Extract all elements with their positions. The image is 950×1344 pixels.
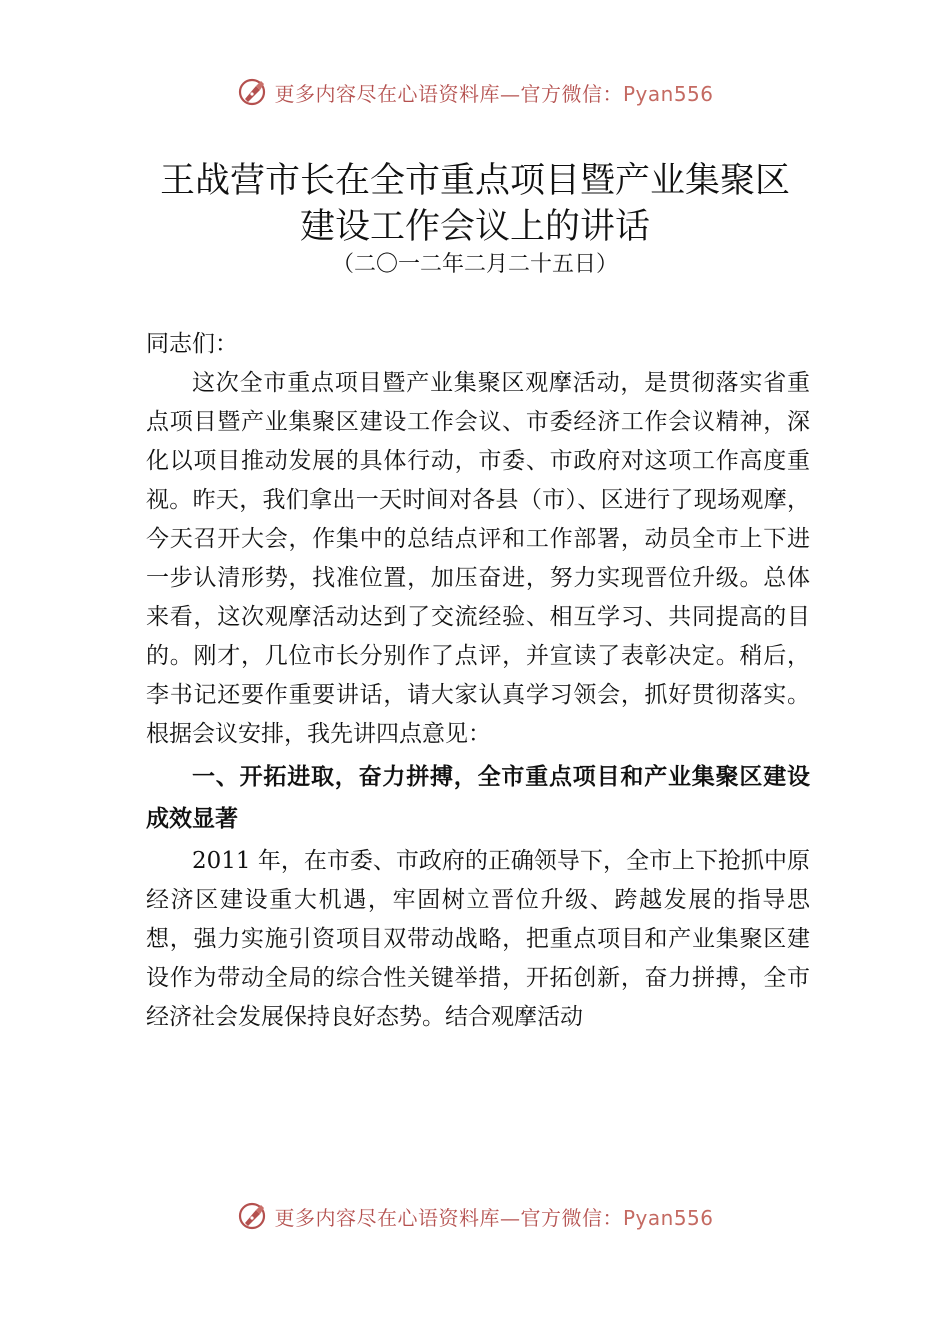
footer-banner-content: [236, 1200, 713, 1232]
paragraph-1: 这次全市重点项目暨产业集聚区观摩活动，是贯彻落实省重点项目暨产业集聚区建设工作会议、市委经济工作会议精神，深化以项目推动发展的具体行动，市委、市政府对这项工作高度重视。昨天，我们拿出一天时间对各县（市）、区进行了现场观摩，今天召开大会，作集中的总结点评和工作部署，动员全市上下进一步认清形势，找准位置，加压奋进，努力实现晋位升级。总体来看，这次观摩活动达到了交流经验、相互学习、共同提高的目的。刚才，几位市长分别作了点评，并宣读了表彰决定。稍后，李书记还要作重要讲话，请大家认真学习领会，抓好贯彻落实。根据会议安排，我先讲四点意见：: [146, 370, 810, 747]
banner-text: [274, 1202, 713, 1231]
banner-promo-text: 更多内容尽在心语资料库—官方微信：: [274, 81, 623, 106]
document-title: [0, 158, 950, 250]
pen-nib-logo-icon: [236, 1200, 268, 1232]
wechat-id: Pyan556: [622, 81, 714, 106]
header-banner: [0, 72, 950, 112]
banner-text: [274, 78, 713, 107]
document-date: （二〇一二年二月二十五日）: [331, 252, 618, 277]
pen-nib-logo-icon: [236, 76, 268, 108]
footer-banner: [0, 1196, 950, 1236]
paragraph-2: 2011 年，在市委、市政府的正确领导下，全市上下抢抓中原经济区建设重大机遇，牢固树立晋位升级、跨越发展的指导思想，强力实施引资项目双带动战略，把重点项目和产业集聚区建设作为带动全局的综合性关键举措，开拓创新，奋力拼搏，全市经济社会发展保持良好态势。结合观摩活动: [146, 848, 810, 1030]
greeting: 同志们：: [146, 331, 238, 357]
title-line-2: 建设工作会议上的讲话: [299, 207, 650, 247]
banner-promo-text: 更多内容尽在心语资料库—官方微信：: [274, 1205, 623, 1230]
section-heading-1: 一、开拓进取，奋力拼搏，全市重点项目和产业集聚区建设成效显著: [146, 764, 810, 832]
document-body: [146, 325, 810, 1037]
title-line-1: 王战营市长在全市重点项目暨产业集聚区: [159, 161, 790, 201]
header-banner-content: [236, 76, 713, 108]
wechat-id: Pyan556: [622, 1205, 714, 1230]
